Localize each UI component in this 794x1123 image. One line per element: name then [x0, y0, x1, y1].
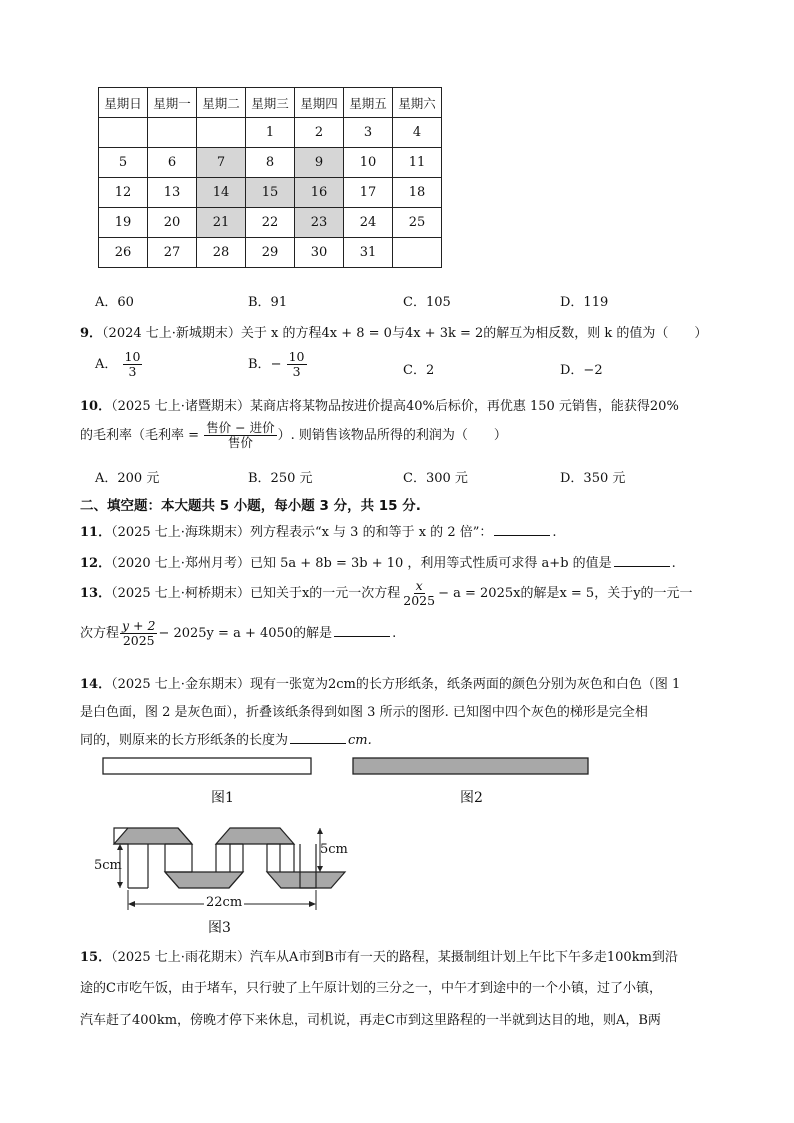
question-number: 13．: [80, 586, 112, 601]
calendar-table: [98, 87, 442, 268]
q8-option-a[interactable]: A．60: [95, 295, 134, 310]
gray-trapezoid: [216, 828, 294, 844]
question-text: − a = 2025x的解是x = 5，关于y的一元一: [438, 586, 693, 601]
calendar-header-row: [99, 88, 442, 118]
q10-option-d[interactable]: D．350 元: [560, 471, 626, 486]
question-text: ）. 则销售该物品所得的利润为（ ）: [277, 428, 507, 443]
arrow-head: [117, 882, 123, 888]
day-cell: [197, 118, 246, 148]
question-number: 14．: [80, 677, 112, 692]
day-cell-shaded: 21: [197, 208, 246, 238]
q10-option-a[interactable]: A．200 元: [95, 471, 160, 486]
bottom-dimension-label: 22cm: [206, 895, 243, 910]
question-text: 途的C市吃午饭，由于堵车，只行驶了上午原计划的三分之一，中午才到途中的一个小镇，过了小镇，: [80, 981, 662, 996]
q8-option-b[interactable]: B．91: [248, 295, 288, 310]
question-text: − 2025y = a + 4050的解是: [158, 626, 333, 641]
day-cell-shaded: 23: [295, 208, 344, 238]
day-cell: 10: [344, 148, 393, 178]
day-cell-shaded: 9: [295, 148, 344, 178]
figure-1-caption: 图1: [211, 790, 234, 806]
table-row: [99, 238, 442, 268]
arrow-head: [128, 901, 135, 907]
question-number: 15．: [80, 950, 112, 965]
header-cell: 星期六: [393, 88, 442, 118]
question-14: [80, 673, 680, 692]
question-text: 同的，则原来的长方形纸条的长度为: [80, 733, 289, 748]
section-heading: 二、填空题：本大题共 5 小题，每小题 3 分，共 15 分.: [80, 498, 421, 514]
header-cell: 星期一: [148, 88, 197, 118]
day-cell: [99, 118, 148, 148]
numerator: 10: [288, 349, 305, 364]
question-11: [80, 521, 557, 540]
answer-blank[interactable]: [614, 554, 670, 567]
question-text: 汽车赶了400km，傍晚才停下来休息，司机说，再走C市到这里路程的一半就到达目的地，则A，B两: [80, 1013, 661, 1028]
day-cell: 25: [393, 208, 442, 238]
figure-3-caption: 图3: [208, 920, 231, 936]
q8-option-d[interactable]: D．119: [560, 295, 609, 310]
day-cell: 31: [344, 238, 393, 268]
q8-option-c[interactable]: C．105: [403, 295, 451, 310]
denominator: 售价: [227, 435, 253, 450]
header-cell: 星期三: [246, 88, 295, 118]
day-cell: 28: [197, 238, 246, 268]
answer-blank[interactable]: [290, 731, 346, 744]
question-text: 的毛利率（毛利率 =: [80, 428, 200, 443]
fraction: [401, 579, 437, 608]
question-12: [80, 552, 676, 571]
day-cell: 4: [393, 118, 442, 148]
numerator: 售价 − 进价: [206, 420, 275, 435]
q9-option-c[interactable]: C．2: [403, 363, 435, 378]
day-cell: 2: [295, 118, 344, 148]
question-14-line2: [80, 701, 648, 720]
numerator: y + 2: [122, 618, 156, 633]
question-text: （2024 七上·新城期末）关于 x 的方程4x + 8 = 0与4x + 3k = 2的解互为相反数，则 k 的值为（ ）: [102, 326, 708, 341]
left-dimension-label: 5cm: [94, 858, 122, 873]
figure-2-caption: 图2: [460, 790, 483, 806]
numerator: x: [415, 578, 423, 593]
fraction: [123, 350, 143, 379]
q10-option-b[interactable]: B．250 元: [248, 471, 313, 486]
gray-trapezoid: [267, 872, 345, 888]
day-cell: 30: [295, 238, 344, 268]
day-cell-shaded: 14: [197, 178, 246, 208]
arrow-head: [309, 901, 316, 907]
table-row: [99, 118, 442, 148]
day-cell: 13: [148, 178, 197, 208]
fraction: [120, 619, 157, 648]
gray-strip: [353, 758, 588, 774]
question-text: 是白色面，图 2 是灰色面），折叠该纸条得到如图 3 所示的图形. 已知图中四个灰色的梯形是完全相: [80, 705, 648, 720]
day-cell: 11: [393, 148, 442, 178]
denominator: 3: [128, 364, 137, 379]
question-number: 10．: [80, 399, 112, 414]
table-row: [99, 208, 442, 238]
paper-strips-figure: [100, 755, 595, 779]
q9-option-b[interactable]: [248, 350, 308, 379]
day-cell: 3: [344, 118, 393, 148]
header-cell: 星期四: [295, 88, 344, 118]
question-13: [80, 579, 693, 608]
arrow-head: [317, 866, 323, 872]
denominator: 3: [292, 364, 301, 379]
minus-sign: −: [270, 357, 282, 372]
numerator: 10: [124, 349, 141, 364]
question-text: （2025 七上·海珠期末）列方程表示“x 与 3 的和等于 x 的 2 倍”：: [111, 525, 493, 540]
profit-rate-fraction: [204, 421, 276, 450]
q10-option-c[interactable]: C．300 元: [403, 471, 468, 486]
right-dimension-label: 5cm: [320, 842, 348, 857]
question-number: 11．: [80, 525, 112, 540]
question-text: （2025 七上·柯桥期末）已知关于x的一元一次方程: [111, 586, 401, 601]
day-cell: [148, 118, 197, 148]
fraction: [287, 350, 307, 379]
white-strip: [103, 758, 311, 774]
answer-blank[interactable]: [334, 624, 390, 637]
day-cell: 19: [99, 208, 148, 238]
day-cell: 20: [148, 208, 197, 238]
day-cell: 22: [246, 208, 295, 238]
question-10: [80, 395, 679, 414]
day-cell: 8: [246, 148, 295, 178]
denominator: 2025: [403, 593, 436, 608]
day-cell: 24: [344, 208, 393, 238]
question-text: （2025 七上·诸暨期末）某商店将某物品按进价提高40%后标价，再优惠 150 元销售，能获得20%: [111, 399, 679, 414]
option-label: A．: [95, 357, 118, 372]
question-14-line3: [80, 729, 372, 748]
question-15: [80, 946, 678, 965]
question-15-line2: [80, 977, 662, 996]
header-cell: 星期五: [344, 88, 393, 118]
question-text: （2020 七上·郑州月考）已知 5a + 8b = 3b + 10 ，利用等式性质可求得 a+b 的值是: [111, 556, 612, 571]
table-row: [99, 148, 442, 178]
q9-option-d[interactable]: D．−2: [560, 363, 603, 378]
day-cell: 12: [99, 178, 148, 208]
arrow-head: [317, 828, 323, 834]
answer-blank[interactable]: [494, 523, 550, 536]
arrow-head: [117, 844, 123, 850]
question-10-line2: [80, 421, 507, 450]
day-cell: 17: [344, 178, 393, 208]
question-number: 9．: [80, 326, 103, 341]
day-cell: 26: [99, 238, 148, 268]
day-cell: 18: [393, 178, 442, 208]
question-end: .: [671, 556, 676, 571]
question-text: cm.: [348, 733, 372, 748]
table-row: [99, 178, 442, 208]
question-15-line3: [80, 1009, 661, 1028]
question-9: [80, 322, 707, 341]
day-cell: 27: [148, 238, 197, 268]
day-cell: 6: [148, 148, 197, 178]
option-label: B．: [248, 357, 271, 372]
question-end: .: [392, 626, 397, 641]
day-cell: [393, 238, 442, 268]
day-cell: 1: [246, 118, 295, 148]
question-text: （2025 七上·雨花期末）汽车从A市到B市有一天的路程，某摄制组计划上午比下午多走100km到沿: [111, 950, 678, 965]
day-cell-shaded: 15: [246, 178, 295, 208]
day-cell-shaded: 7: [197, 148, 246, 178]
question-end: .: [552, 525, 557, 540]
day-cell-shaded: 16: [295, 178, 344, 208]
question-text: 次方程: [80, 626, 120, 641]
q9-option-a[interactable]: [95, 350, 143, 379]
question-number: 12．: [80, 556, 112, 571]
header-cell: 星期日: [99, 88, 148, 118]
question-13-line2: [80, 619, 396, 648]
header-cell: 星期二: [197, 88, 246, 118]
denominator: 2025: [122, 633, 155, 648]
question-text: （2025 七上·金东期末）现有一张宽为2cm的长方形纸条，纸条两面的颜色分别为灰色和白色（图 1: [111, 677, 681, 692]
day-cell: 29: [246, 238, 295, 268]
day-cell: 5: [99, 148, 148, 178]
